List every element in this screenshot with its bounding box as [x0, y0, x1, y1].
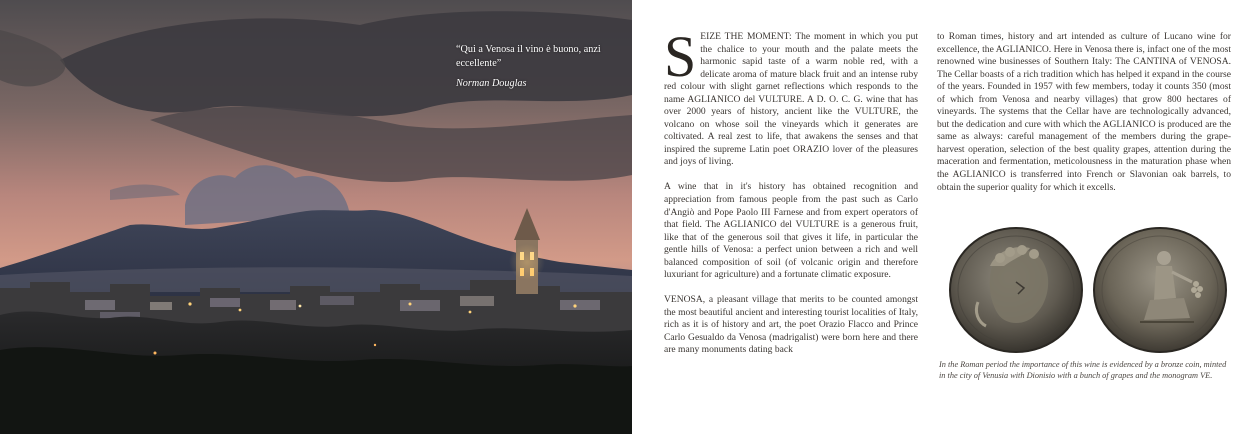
quote-text: “Qui a Venosa il vino è buono, anzi eccellente” [456, 44, 601, 69]
paragraph-4: to Roman times, history and art intended as culture of Lucano wine for excellence, the AGLIANICO. Here in Venosa there is, infact one of the most renowned wine businesses of Southern Italy: The CANTINA of VENOSA. The Cellar boasts of a rich tradition which has helped it expand in the course of the years. Founded in 1957 with few members, today it counts 350 (most of which from Venosa and nearby villages) that grow 800 hectares of vineyards. The systems that the Cellar have are technologically advanced, but the dedication and cure with which the AGLIANICO is produced are the same as always: careful management of the members during the grape-harvest operation, selection of the best quality grapes, attention during the maceration and fermentation, meticolousness in the maturation phase when the AGLIANICO is transferred into French or Slavonian oak barrels, to obtain the superior quality for which it excells. [937, 31, 1231, 193]
quote-author: Norman Douglas [456, 78, 527, 89]
bronze-coins-image [944, 222, 1232, 354]
text-column-right [937, 31, 1231, 207]
paragraph-2: A wine that in it's history has obtained recognition and appreciation from famous people from the past such as Carlo d'Angiò and Pope Paolo III Farnese and from expert operators of that field. The AGLIANICO del VULTURE is a generous fruit, like that of the generous soil that gives it life, in particular the gentle hills of Venosa: a perfect union between a rich and well balanced composition of soil (of volcanic origin and therefore luxuriant for agriculture) and a fortunate climatic exposure. [664, 181, 918, 281]
paragraph-1-text: EIZE THE MOMENT: The moment in which you put the chalice to your mouth and the palate meets the harmonic sapid taste of a warm noble red, with a delicate aroma of mature black fruit and an intense ruby red colour with slight garnet reflections which responds to the name AGLIANICO del VULTURE. A D. O. C. G. wine that has over 2000 years of history, ancient like the VULTURE, the volcano on whose soil the vineyards which it generates are coltivated. A real zest to life, that awakens the senses and that inspired the supreme Latin poet ORAZIO lover of the pleasures and joys of living. [664, 31, 918, 168]
paragraph-3: VENOSA, a pleasant village that merits to be counted amongst the most beautiful ancient and interesting tourist localities of Italy, rich as it is of history and art, the poet Orazio Flacco and Prince Carlo Gesualdo da Venosa (madrigalist) were born here and there are many monuments dating back [664, 294, 918, 356]
text-page [632, 0, 1260, 434]
coin-icon [944, 222, 1232, 354]
coin-caption: In the Roman period the importance of this wine is evidenced by a bronze coin, minted in the city of Venusia with Dionisio with a bunch of grapes and the monogram VE. [939, 360, 1227, 380]
paragraph-1 [664, 24, 918, 169]
quote-block [456, 43, 626, 91]
text-column-left [664, 24, 918, 369]
drop-cap: S [664, 24, 697, 89]
